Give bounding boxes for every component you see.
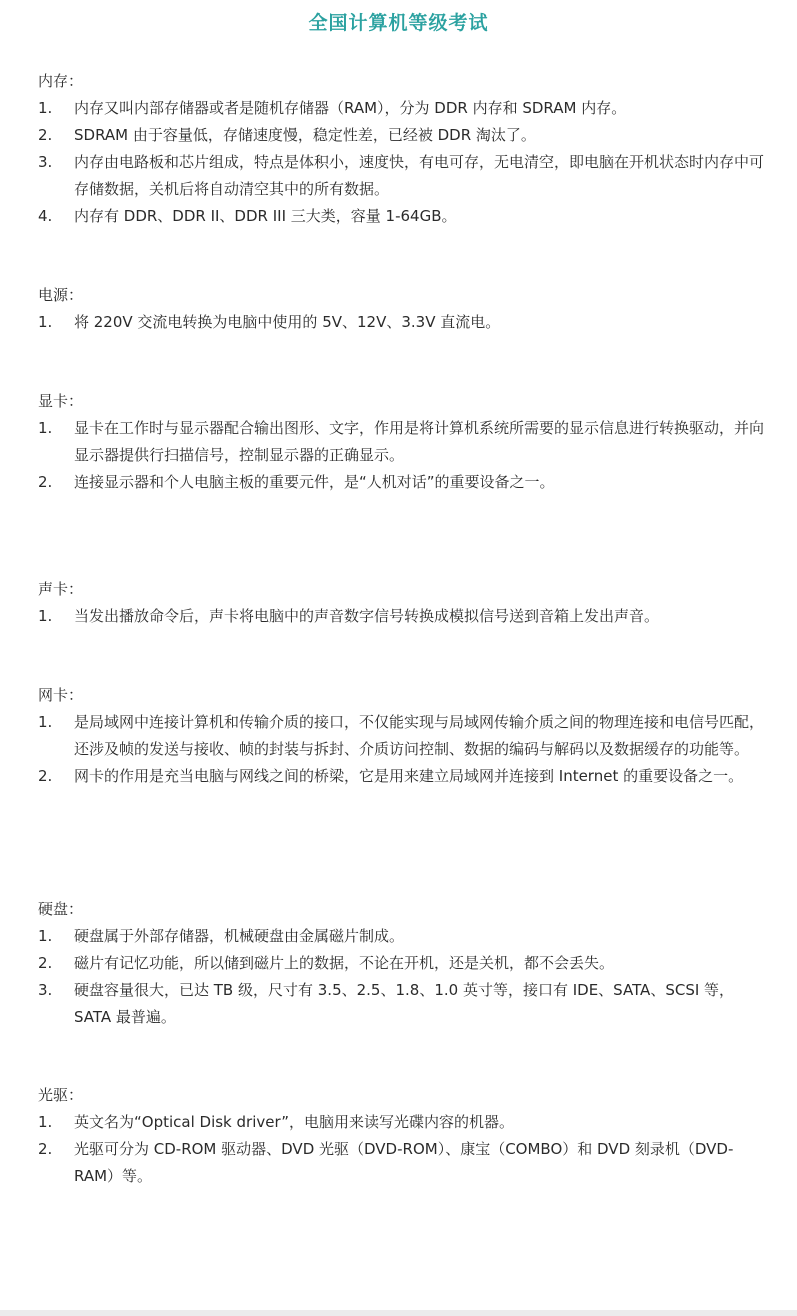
section-memory: [38, 68, 768, 230]
list-item: [38, 763, 768, 790]
item-number: 1.: [38, 607, 53, 625]
list-item: [38, 149, 768, 203]
section-heading: 网卡：: [38, 686, 84, 704]
list-item: [38, 603, 768, 630]
section-optical-drive: [38, 1082, 768, 1190]
item-text: SDRAM 由于容量低，存储速度慢，稳定性差，已经被 DDR 淘汰了。: [74, 126, 536, 144]
item-number: 3.: [38, 153, 53, 171]
item-number: 4.: [38, 207, 53, 225]
item-number: 2.: [38, 126, 53, 144]
item-number: 3.: [38, 981, 53, 999]
section-heading: 硬盘：: [38, 900, 84, 918]
item-text: 内存又叫内部存储器或者是随机存储器（RAM），分为 DDR 内存和 SDRAM 内存。: [74, 99, 627, 117]
list-item: [38, 95, 768, 122]
item-text: 光驱可分为 CD-ROM 驱动器、DVD 光驱（DVD-ROM）、康宝（COMBO）和 DVD 刻录机（DVD-RAM）等。: [74, 1140, 734, 1185]
item-number: 1.: [38, 1113, 53, 1131]
section-heading: 显卡：: [38, 392, 84, 410]
item-number: 1.: [38, 313, 53, 331]
section-heading: 声卡：: [38, 580, 84, 598]
list-item: [38, 415, 768, 469]
item-text: 网卡的作用是充当电脑与网线之间的桥梁，它是用来建立局域网并连接到 Internet 的重要设备之一。: [74, 767, 744, 785]
list-item: [38, 977, 768, 1031]
section-heading: 电源：: [38, 286, 84, 304]
item-text: 英文名为“Optical Disk driver”，电脑用来读写光碟内容的机器。: [74, 1113, 515, 1131]
list-item: [38, 203, 768, 230]
list-item: [38, 1109, 768, 1136]
section-power: [38, 282, 768, 336]
item-text: 磁片有记忆功能，所以储到磁片上的数据，不论在开机，还是关机，都不会丢失。: [74, 954, 615, 972]
item-text: 硬盘属于外部存储器，机械硬盘由金属磁片制成。: [74, 927, 405, 945]
section-heading: 光驱：: [38, 1086, 84, 1104]
list-item: [38, 923, 768, 950]
page-title: 全国计算机等级考试: [308, 12, 489, 34]
item-number: 2.: [38, 473, 53, 491]
list-item: [38, 469, 768, 496]
section-sound-card: [38, 576, 768, 630]
item-text: 内存由电路板和芯片组成，特点是体积小，速度快，有电可存，无电清空，即电脑在开机状态时内存中可存储数据，关机后将自动清空其中的所有数据。: [74, 153, 765, 198]
item-text: 内存有 DDR、DDR II、DDR III 三大类，容量 1-64GB。: [74, 207, 457, 225]
item-number: 1.: [38, 419, 53, 437]
section-network-card: [38, 682, 768, 790]
item-number: 1.: [38, 713, 53, 731]
section-graphics-card: [38, 388, 768, 496]
item-text: 显卡在工作时与显示器配合输出图形、文字，作用是将计算机系统所需要的显示信息进行转换驱动，并向显示器提供行扫描信号，控制显示器的正确显示。: [74, 419, 765, 464]
list-item: [38, 709, 768, 763]
section-hard-disk: [38, 896, 768, 1031]
list-item: [38, 122, 768, 149]
item-number: 2.: [38, 954, 53, 972]
bottom-divider: [0, 1310, 797, 1316]
item-text: 将 220V 交流电转换为电脑中使用的 5V、12V、3.3V 直流电。: [74, 313, 501, 331]
item-text: 是局域网中连接计算机和传输介质的接口，不仅能实现与局域网传输介质之间的物理连接和电信号匹配，还涉及帧的发送与接收、帧的封装与拆封、介质访问控制、数据的编码与解码以及数据缓存的功能等。: [74, 713, 765, 758]
item-number: 1.: [38, 99, 53, 117]
item-text: 硬盘容量很大，已达 TB 级，尺寸有 3.5、2.5、1.8、1.0 英寸等，接口有 IDE、SATA、SCSI 等，SATA 最普遍。: [74, 981, 735, 1026]
item-text: 连接显示器和个人电脑主板的重要元件，是“人机对话”的重要设备之一。: [74, 473, 555, 491]
section-heading: 内存：: [38, 72, 84, 90]
item-number: 2.: [38, 1140, 53, 1158]
item-number: 1.: [38, 927, 53, 945]
item-number: 2.: [38, 767, 53, 785]
list-item: [38, 309, 768, 336]
list-item: [38, 950, 768, 977]
list-item: [38, 1136, 768, 1190]
item-text: 当发出播放命令后，声卡将电脑中的声音数字信号转换成模拟信号送到音箱上发出声音。: [74, 607, 660, 625]
